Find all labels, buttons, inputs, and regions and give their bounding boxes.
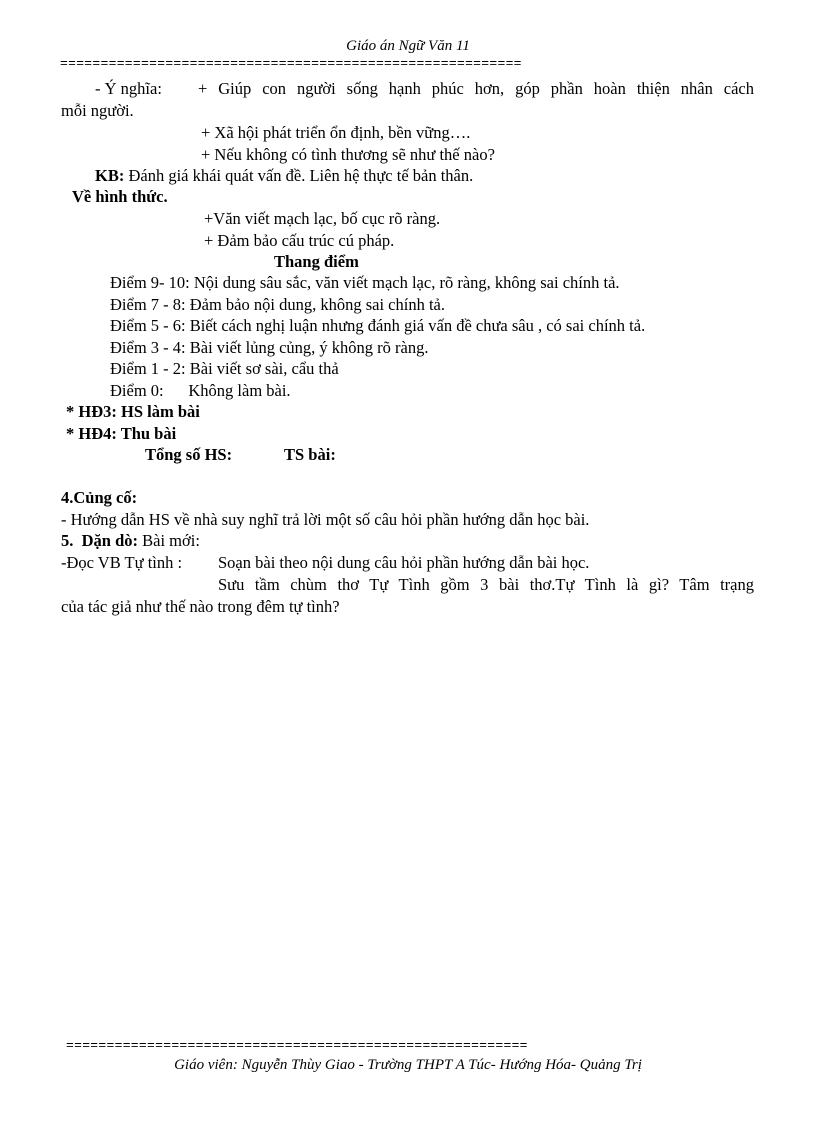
kb-label: KB:	[95, 166, 125, 185]
suu-tam-text: Sưu tầm chùm thơ Tự Tình gồm 3 bài thơ.Tự Tình là gì? Tâm trạng	[218, 575, 754, 594]
footer-rule: =========================================================	[66, 1038, 528, 1053]
score-line-7-8: Điểm 7 - 8: Đảm bảo nội dung, không sai chính tả.	[110, 295, 445, 314]
ts-bai-label: TS bài:	[284, 445, 336, 464]
y-nghia-point-1-cont: mỗi người.	[61, 101, 134, 120]
y-nghia-point-3: + Nếu không có tình thương sẽ như thế nào?	[201, 145, 495, 164]
score-line-1-2: Điểm 1 - 2: Bài viết sơ sài, cẩu thả	[110, 359, 339, 378]
hinh-thuc-heading: Về hình thức.	[72, 187, 168, 206]
y-nghia-point-2: + Xã hội phát triển ổn định, bền vững….	[201, 123, 471, 142]
doc-vb-label: -Đọc VB Tự tình :	[61, 553, 183, 572]
tong-so-hs-label: Tổng số HS:	[145, 445, 233, 464]
score-line-9-10: Điểm 9- 10: Nội dung sâu sắc, văn viết mạch lạc, rõ ràng, không sai chính tả.	[110, 273, 620, 292]
header-rule: =========================================================	[60, 56, 522, 71]
hd4-line: * HĐ4: Thu bài	[66, 424, 177, 443]
soan-bai-text: Soạn bài theo nội dung câu hỏi phần hướng dẫn bài học.	[218, 553, 590, 572]
dan-do-line	[61, 531, 200, 551]
document-header-title: Giáo án Ngữ Văn 11	[346, 38, 470, 54]
cung-co-heading: 4.Củng cố:	[61, 488, 138, 507]
hinh-thuc-point-1: +Văn viết mạch lạc, bố cục rõ ràng.	[204, 209, 441, 228]
kb-text: Đánh giá khái quát vấn đề. Liên hệ thực tế bản thân.	[124, 166, 474, 185]
dan-do-text: Bài mới:	[138, 531, 200, 550]
dan-do-label: 5. Dặn dò:	[61, 531, 139, 550]
hinh-thuc-point-2: + Đảm bảo cấu trúc cú pháp.	[204, 231, 395, 250]
score-line-3-4: Điểm 3 - 4: Bài viết lủng củng, ý không rõ ràng.	[110, 338, 429, 357]
footer-teacher-info: Giáo viên: Nguyễn Thùy Giao - Trường THPT A Túc- Hướng Hóa- Quảng Trị	[174, 1057, 642, 1073]
thang-diem-heading: Thang điểm	[274, 252, 359, 271]
score-line-0: Điểm 0: Không làm bài.	[110, 381, 291, 400]
y-nghia-point-1: + Giúp con người sống hạnh phúc hơn, góp phần hoàn thiện nhân cách	[198, 79, 754, 98]
score-line-5-6: Điểm 5 - 6: Biết cách nghị luận nhưng đánh giá vấn đề chưa sâu , có sai chính tả.	[110, 316, 646, 335]
suu-tam-text-cont: của tác giả như thế nào trong đêm tự tình?	[61, 597, 340, 616]
cung-co-text: - Hướng dẫn HS về nhà suy nghĩ trả lời một số câu hỏi phần hướng dẫn học bài.	[61, 510, 590, 529]
hd3-line: * HĐ3: HS làm bài	[66, 402, 200, 421]
y-nghia-label: - Ý nghĩa:	[95, 79, 162, 98]
kb-line	[95, 166, 473, 186]
